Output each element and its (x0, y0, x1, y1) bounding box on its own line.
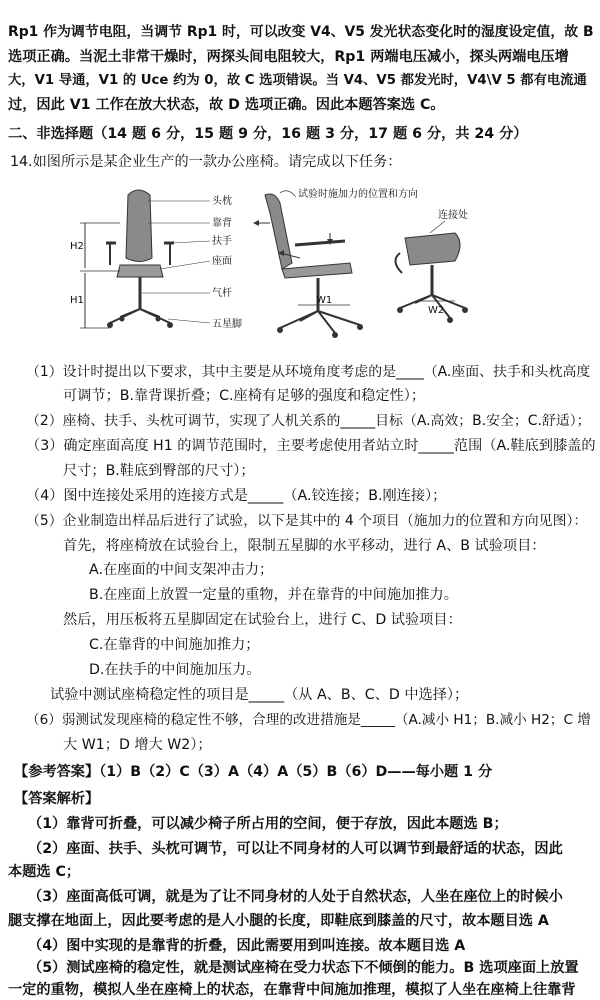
q6-line-2: 大 W1；D 增大 W2）； (63, 737, 212, 753)
prev-text-line-1: Rp1 作为调节电阻，当调节 Rp1 时，可以改变 V4、V5 发光状态变化时的湿度设定值，故 B (8, 24, 594, 40)
label-w2: W2 (428, 305, 445, 316)
q5-line-1: （5）企业制造出样品后进行了试验，以下是其中的 4 个项目（施加力的位置和方向见图）： (26, 513, 588, 529)
reference-answer: 【参考答案】（1）B（2）C（3）A（4）A（5）B（6）D——每小题 1 分 (14, 764, 493, 780)
prev-text-line-3: 大，V1 导通，V1 的 Uce 约为 0，故 C 选项错误。当 V4、V5 都发光时，V4\V 5 都有电流通 (8, 73, 587, 88)
analysis-4: （4）图中实现的是靠背的折叠，因此需要用到叫连接。故本题目选 A (28, 938, 466, 954)
label-h2: H2 (70, 241, 84, 252)
label-gas-lift: 气杆 (212, 288, 232, 299)
side-view-chair (253, 194, 363, 338)
analysis-5-line-2: 一定的重物，模拟人坐在座椅上的状态，在靠背中间施加推理，模拟了人坐在座椅上往靠背 (8, 982, 576, 998)
chair-figure (60, 183, 500, 343)
q2-line: （2）座椅、扶手、头枕可调节，实现了人机关系的_____目标（A.高效；B.安全；C.舒适）； (26, 413, 591, 429)
q3-line-2: 尺寸；B.鞋底到臀部的尺寸）； (63, 463, 255, 479)
q5-option-d: D.在扶手的中间施加压力。 (89, 662, 261, 678)
q6-line-1: （6）弱测试发现座椅的稳定性不够，合理的改进措施是_____（A.减小 H1；B.减小 H2；C 增 (26, 712, 591, 728)
prev-text-line-2: 选项正确。当泥土非常干燥时，两探头间电阻较大，Rp1 两端电压减小，探头两端电压增 (8, 49, 569, 65)
front-view-chair (106, 190, 174, 328)
question-14-stem: 14.如图所示是某企业生产的一款办公座椅。请完成以下任务： (10, 154, 402, 170)
analysis-1: （1）靠背可折叠，可以减少椅子所占用的空间，便于存放，因此本题选 B； (28, 816, 508, 832)
q5-line-3: 然后，用压板将五星脚固定在试验台上，进行 C、D 试验项目： (63, 612, 462, 628)
section-heading: 二、非选择题（14 题 6 分，15 题 9 分，16 题 3 分，17 题 6 分，共 24 分） (8, 126, 528, 142)
q5-option-c: C.在靠背的中间施加推力； (89, 637, 260, 653)
label-force-position: 试验时施加力的位置和方向 (298, 189, 418, 200)
q5-option-a: A.在座面的中间支架冲击力； (89, 562, 274, 578)
q5-line-4: 试验中测试座椅稳定性的项目是_____（从 A、B、C、D 中选择）； (50, 687, 469, 703)
label-seat: 座面 (212, 256, 232, 267)
analysis-3-line-2: 腿支撑在地面上，因此要考虑的是人小腿的长度，即鞋底到膝盖的尺寸，故本题目选 A (8, 913, 549, 929)
label-backrest: 靠背 (212, 218, 232, 229)
prev-text-line-4: 过，因此 V1 工作在放大状态，故 D 选项正确。因此本题答案选 C。 (8, 97, 445, 113)
analysis-2-line-1: （2）座面、扶手、头枕可调节，可以让不同身材的人可以调节到最舒适的状态，因此 (28, 841, 563, 857)
q4-line: （4）图中连接处采用的连接方式是_____（A.铰连接；B.刚连接）； (26, 488, 447, 504)
label-headrest: 头枕 (212, 196, 232, 207)
label-joint: 连接处 (438, 210, 468, 221)
q1-line-2: 可调节；B.靠背课折叠；C.座椅有足够的强度和稳定性）； (63, 388, 426, 404)
label-armrest: 扶手 (212, 236, 232, 247)
q3-line-1: （3）确定座面高度 H1 的调节范围时，主要考虑使用者站立时_____范围（A.鞋底到膝盖的 (26, 438, 596, 454)
q5-line-2: 首先，将座椅放在试验台上，限制五星脚的水平移动，进行 A、B 试验项目： (63, 538, 546, 554)
analysis-3-line-1: （3）座面高低可调，就是为了让不同身材的人处于自然状态，人坐在座位上的时候小 (28, 889, 563, 905)
analysis-5-line-1: （5）测试座椅的稳定性，就是测试座椅在受力状态下不倾倒的能力。B 选项座面上放置 (28, 960, 579, 976)
analysis-title: 【答案解析】 (14, 791, 100, 807)
label-base: 五星脚 (212, 319, 242, 330)
q5-option-b: B.在座面上放置一定量的重物，并在靠背的中间施加推力。 (89, 587, 458, 603)
q1-line-1: （1）设计时提出以下要求，其中主要是从环境角度考虑的是____（A.座面、扶手和头枕高度 (26, 364, 591, 380)
analysis-2-line-2: 本题选 C； (8, 864, 81, 880)
label-w1: W1 (316, 295, 333, 306)
label-h1: H1 (70, 295, 84, 306)
